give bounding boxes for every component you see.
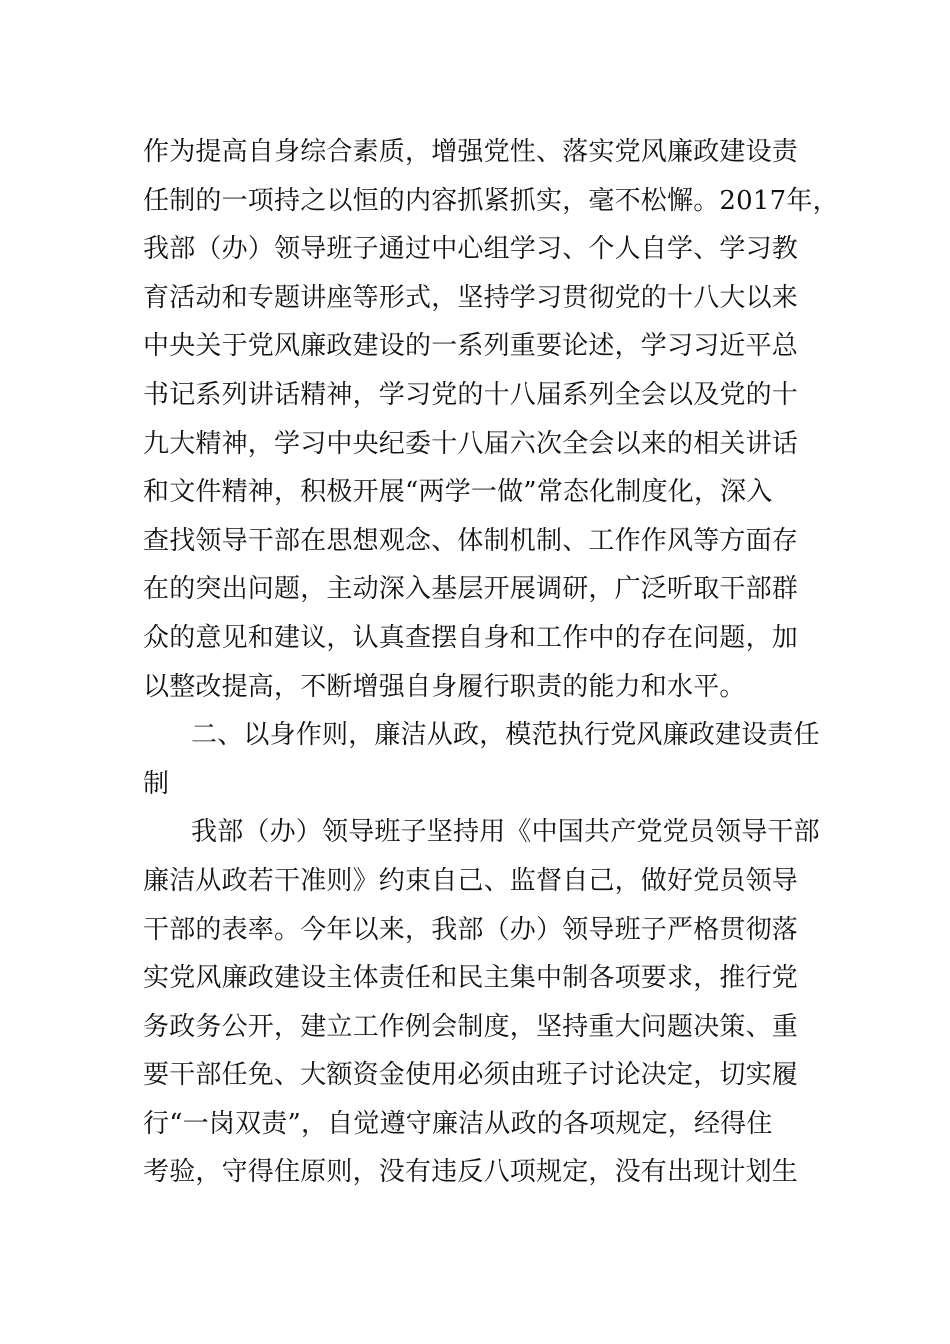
paragraph-2-line: 干部的表率。今年以来，我部（办）领导班子严格贯彻落	[143, 914, 799, 945]
document-body	[143, 128, 839, 1197]
paragraph-1-line: 查找领导干部在思想观念、体制机制、工作作风等方面存	[143, 525, 799, 556]
paragraph-2-line: 要干部任免、大额资金使用必须由班子讨论决定，切实履	[143, 1060, 799, 1091]
paragraph-1-line: 育活动和专题讲座等形式，坚持学习贯彻党的十八大以来	[143, 282, 799, 313]
paragraph-2-line: 务政务公开，建立工作例会制度，坚持重大问题决策、重	[143, 1011, 799, 1042]
paragraph-2-line: 我部（办）领导班子坚持用《中国共产党党员领导干部	[191, 817, 820, 848]
paragraph-1-line: 任制的一项持之以恒的内容抓紧抓实，毫不松懈。2017年，	[143, 185, 839, 216]
paragraph-1-line: 中央关于党风廉政建设的一系列重要论述，学习习近平总	[143, 331, 799, 362]
paragraph-2-line: 行“一岗双责”，自觉遵守廉洁从政的各项规定，经得住	[143, 1108, 773, 1139]
paragraph-1-line: 以整改提高，不断增强自身履行职责的能力和水平。	[143, 671, 746, 702]
paragraph-1-line: 九大精神，学习中央纪委十八届六次全会以来的相关讲话	[143, 428, 799, 459]
paragraph-2-line: 实党风廉政建设主体责任和民主集中制各项要求，推行党	[143, 963, 799, 994]
paragraph-1-line: 我部（办）领导班子通过中心组学习、个人自学、学习教	[143, 234, 799, 265]
paragraph-1-line: 在的突出问题，主动深入基层开展调研，广泛听取干部群	[143, 574, 799, 605]
section-heading-line: 二、以身作则，廉洁从政，模范执行党风廉政建设责任	[191, 720, 820, 751]
paragraph-1-line: 和文件精神，积极开展“两学一做”常态化制度化，深入	[143, 477, 773, 508]
paragraph-1-line: 书记系列讲话精神，学习党的十八届系列全会以及党的十	[143, 379, 799, 410]
section-heading-line: 制	[143, 768, 170, 799]
paragraph-1-line: 众的意见和建议，认真查摆自身和工作中的存在问题，加	[143, 622, 799, 653]
paragraph-2-line: 考验，守得住原则，没有违反八项规定，没有出现计划生	[143, 1157, 799, 1188]
paragraph-1-line: 作为提高自身综合素质，增强党性、落实党风廉政建设责	[143, 137, 799, 167]
paragraph-2-line: 廉洁从政若干准则》约束自己、监督自己，做好党员领导	[143, 865, 799, 896]
